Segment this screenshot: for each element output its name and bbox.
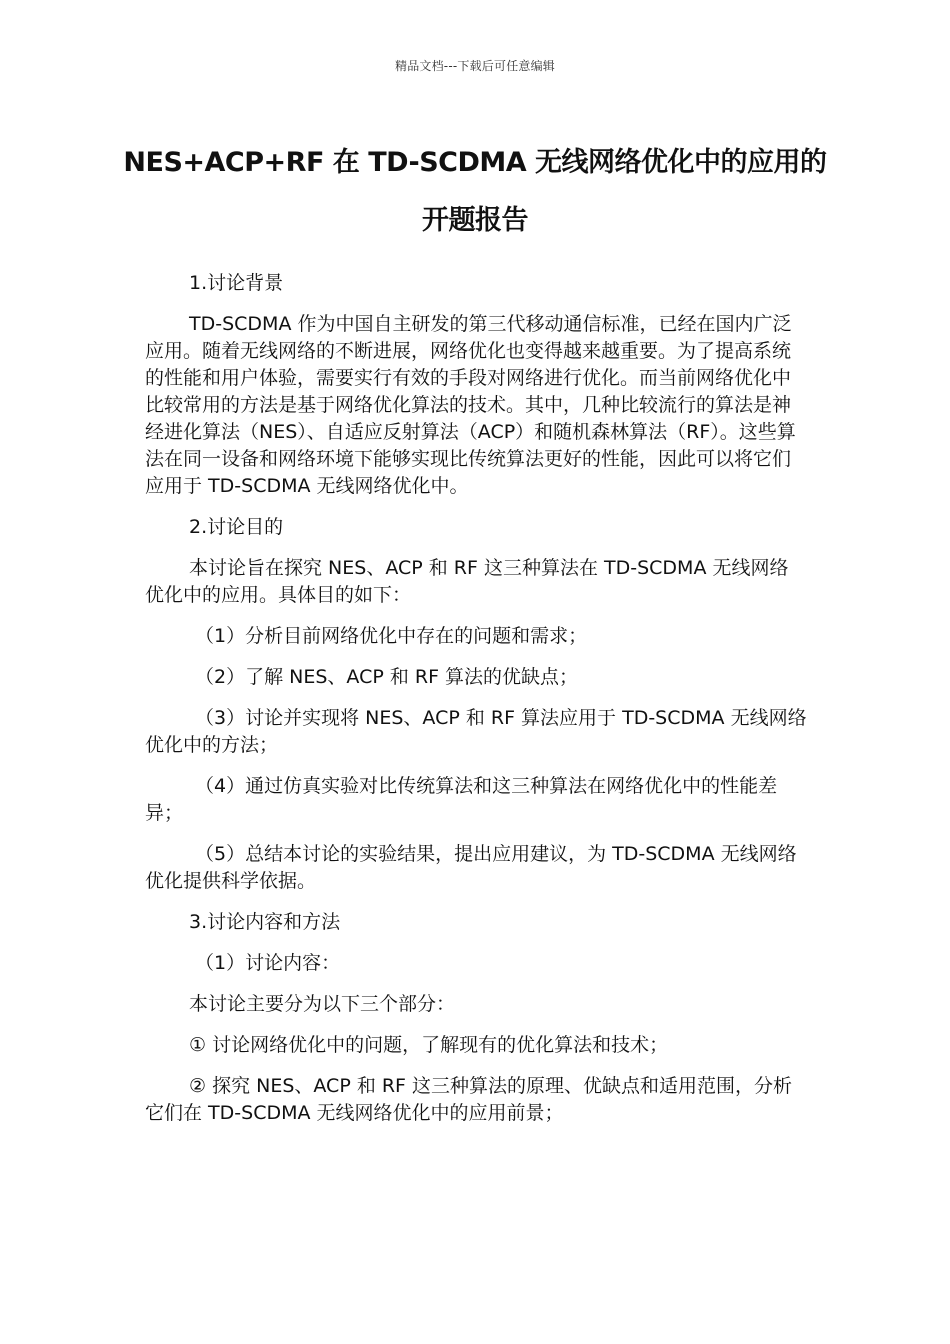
- section2-item-4: （4）通过仿真实验对比传统算法和这三种算法在网络优化中的性能差异；: [145, 775, 778, 824]
- section3-item-1: ① 讨论网络优化中的问题，了解现有的优化算法和技术；: [189, 1034, 669, 1056]
- section3-item-2: ② 探究 NES、ACP 和 RF 这三种算法的原理、优缺点和适用范围，分析它们在 TD-SCDMA 无线网络优化中的应用前景；: [145, 1075, 793, 1124]
- section2-item-5: （5）总结本讨论的实验结果，提出应用建议，为 TD-SCDMA 无线网络优化提供科学依据。: [145, 843, 797, 892]
- section2-item-2: （2）了解 NES、ACP 和 RF 算法的优缺点；: [195, 666, 579, 688]
- header-note: 精品文档---下载后可任意编辑: [395, 59, 555, 73]
- section2-intro: 本讨论旨在探究 NES、ACP 和 RF 这三种算法在 TD-SCDMA 无线网络优化中的应用。具体目的如下：: [145, 557, 789, 606]
- section2-heading: 2.讨论目的: [189, 516, 284, 538]
- section2-item-1: （1）分析目前网络优化中存在的问题和需求；: [195, 625, 588, 647]
- section3-sub-heading: （1）讨论内容：: [195, 952, 341, 974]
- section3-heading: 3.讨论内容和方法: [189, 911, 341, 933]
- section2-item-3: （3）讨论并实现将 NES、ACP 和 RF 算法应用于 TD-SCDMA 无线网络优化中的方法；: [145, 707, 807, 756]
- document-body: [145, 270, 807, 1141]
- section1-heading: 1.讨论背景: [189, 272, 284, 294]
- section3-intro: 本讨论主要分为以下三个部分：: [189, 993, 456, 1015]
- document-title: NES+ACP+RF 在 TD-SCDMA 无线网络优化中的应用的开题报告: [123, 147, 827, 236]
- section1-paragraph: TD-SCDMA 作为中国自主研发的第三代移动通信标准，已经在国内广泛应用。随着无线网络的不断进展，网络优化也变得越来越重要。为了提高系统的性能和用户体验，需要实行有效的手段对网络进行优化。而当前网络优化中比较常用的方法是基于网络优化算法的技术。其中，几种比较流行的算法是神经进化算法（NES）、自适应反射算法（ACP）和随机森林算法（RF）。这些算法在同一设备和网络环境下能够实现比传统算法更好的性能，因此可以将它们应用于 TD-SCDMA 无线网络优化中。: [145, 313, 796, 497]
